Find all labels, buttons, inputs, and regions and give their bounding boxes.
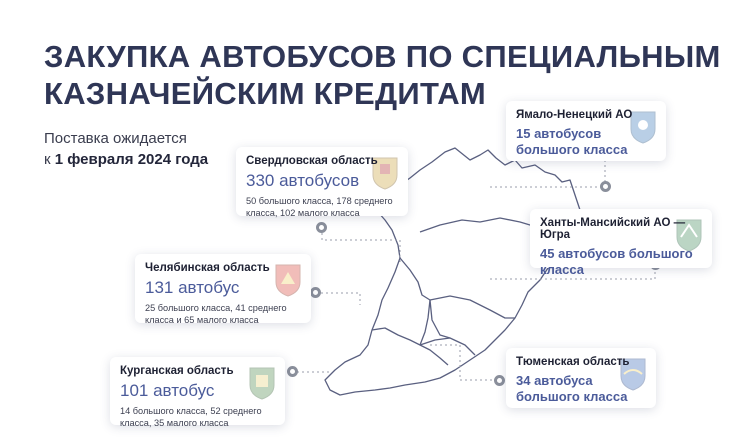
boundary-sverdlovsk	[400, 258, 430, 345]
bus-details: 25 большого класса, 41 среднего класса и 65 малого класса	[145, 303, 287, 325]
boundary-tyumen-inner	[430, 300, 450, 338]
bus-count: 15 автобусов большого класса	[516, 126, 628, 157]
card-kurgan	[110, 357, 285, 428]
page-title: ЗАКУПКА АВТОБУСОВ ПО СПЕЦИАЛЬНЫМ КАЗНАЧЕЙСКИМ КРЕДИТАМ	[44, 39, 721, 111]
map-pin-icon	[316, 222, 327, 233]
map-pin-icon	[494, 375, 505, 386]
bus-details: 50 большого класса, 178 среднего класса, 102 малого класса	[246, 196, 393, 218]
card-tyumen	[506, 348, 656, 408]
leader-tyumen	[430, 345, 500, 380]
region-name: Тюменская область	[516, 356, 630, 368]
bus-count: 131 автобус	[145, 278, 240, 297]
bus-count: 45 автобусов большого класса	[540, 246, 693, 277]
card-khanty	[530, 209, 712, 277]
card-sverdlovsk	[236, 147, 408, 216]
region-name: Ямало-Ненецкий АО	[516, 109, 633, 121]
map-pin-icon	[287, 366, 298, 377]
delivery-date: 1 февраля 2024 года	[54, 151, 209, 168]
region-name: Свердловская область	[246, 155, 378, 167]
delivery-prefix: к	[44, 151, 55, 168]
leader-sverdlovsk	[322, 228, 400, 262]
boundary-khanty-tyumen	[430, 296, 515, 318]
region-name: Челябинская область	[145, 262, 270, 274]
card-yamal	[506, 101, 666, 161]
bus-count: 101 автобус	[120, 381, 215, 400]
boundary-chelyabinsk	[372, 328, 448, 365]
card-chelyabinsk	[135, 254, 311, 323]
bus-count: 34 автобуса большого класса	[516, 373, 628, 404]
delivery-note	[44, 128, 208, 170]
boundary-kurgan	[420, 338, 475, 355]
map-pin-icon	[310, 287, 321, 298]
delivery-note-line1: Поставка ожидается	[44, 130, 187, 147]
delivery-note-line2	[44, 149, 208, 170]
bus-count: 330 автобусов	[246, 171, 360, 190]
region-name: Курганская область	[120, 365, 234, 377]
bus-details: 14 большого класса, 52 среднего класса, 35 малого класса	[120, 406, 262, 428]
leader-chelyabinsk	[316, 293, 360, 305]
region-name: Ханты-Мансийский АО — Югра	[540, 217, 686, 241]
map-pin-icon	[600, 181, 611, 192]
